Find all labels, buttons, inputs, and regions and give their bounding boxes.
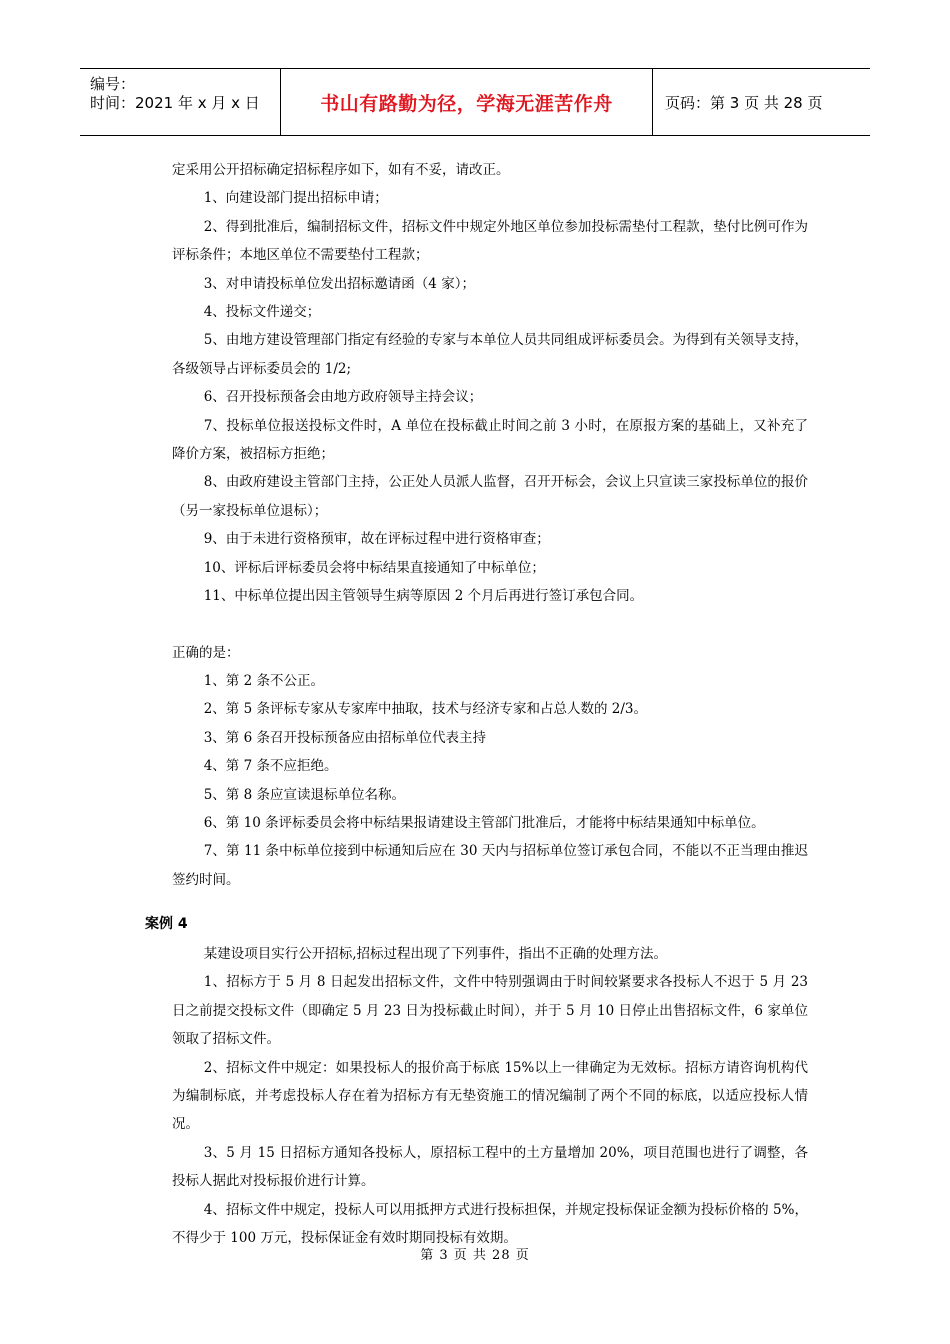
number-label: 编号： [90, 75, 136, 93]
case-4-content [172, 940, 808, 1252]
answer-item: 7、第 11 条中标单位接到中标通知后应在 30 天内与招标单位签订承包合同，不能以不正当理由推迟签约时间。 [172, 843, 808, 888]
spacer [172, 611, 808, 639]
answer-item: 3、第 6 条召开投标预备应由招标单位代表主持 [203, 729, 486, 746]
list-item: 3、对申请投标单位发出招标邀请函（4 家）； [203, 275, 475, 292]
answer-item: 2、第 5 条评标专家从专家库中抽取，技术与经济专家和占总人数的 2/3。 [203, 701, 647, 718]
answer-item: 6、第 10 条评标委员会将中标结果报请建设主管部门批准后，才能将中标结果通知中标单位。 [203, 814, 765, 831]
answer-item: 4、第 7 条不应拒绝。 [203, 758, 338, 775]
list-item: 4、招标文件中规定，投标人可以用抵押方式进行投标担保，并规定投标保证金额为投标价格的 5%，不得少于 100 万元，投标保证金有效时期同投标有效期。 [172, 1201, 808, 1247]
list-item: 2、招标文件中规定：如果投标人的报价高于标底 15%以上一律确定为无效标。招标方请咨询机构代为编制标底，并考虑投标人存在着为招标方有无垫资施工的情况编制了两个不同的标底，以适应投标人情况。 [172, 1059, 808, 1133]
case-4-intro: 某建设项目实行公开招标,招标过程出现了下列事件，指出不正确的处理方法。 [203, 946, 668, 962]
list-item: 8、由政府建设主管部门主持，公正处人员派人监督，召开开标会，会议上只宣读三家投标单位的报价（另一家投标单位退标）； [172, 474, 808, 519]
list-item: 4、投标文件递交； [203, 304, 321, 321]
header-motto: 书山有路勤为径，学海无涯苦作舟 [281, 69, 653, 135]
header-meta [80, 69, 281, 135]
list-item: 6、召开投标预备会由地方政府领导主持会议； [203, 389, 483, 406]
list-item: 2、得到批准后，编制招标文件，招标文件中规定外地区单位参加投标需垫付工程款，垫付比例可作为评标条件；本地区单位不需要垫付工程款； [172, 218, 808, 264]
list-item: 7、投标单位报送投标文件时，A 单位在投标截止时间之前 3 小时，在原报方案的基础上，又补充了降价方案，被招标方拒绝； [172, 417, 808, 463]
answer-item: 5、第 8 条应宣读退标单位名称。 [203, 786, 405, 803]
list-item: 9、由于未进行资格预审，故在评标过程中进行资格审查； [203, 531, 550, 548]
answer-item: 1、第 2 条不公正。 [203, 672, 324, 689]
section1-intro: 定采用公开招标确定招标程序如下，如有不妥，请改正。 [172, 162, 510, 178]
page-header [80, 68, 870, 136]
time-label: 时间：2021 年 x 月 x 日 [90, 94, 260, 112]
list-item: 10、评标后评标委员会将中标结果直接通知了中标单位； [203, 559, 545, 576]
list-item: 3、5 月 15 日招标方通知各投标人，原招标工程中的土方量增加 20%，项目范围也进行了调整，各投标人据此对投标报价进行计算。 [172, 1144, 808, 1190]
main-content [172, 156, 808, 894]
list-item: 11、中标单位提出因主管领导生病等原因 2 个月后再进行签订承包合同。 [203, 588, 644, 605]
list-item: 1、招标方于 5 月 8 日起发出招标文件，文件中特别强调由于时间较紧要求各投标人不迟于 5 月 23 日之前提交投标文件（即确定 5 月 23 日为投标截止时间），并于 5 月 10 日停止出售招标文件，6 家单位领取了招标文件。 [172, 974, 808, 1048]
list-item: 1、向建设部门提出招标申请； [203, 190, 388, 207]
header-page-number: 页码：第 3 页 共 28 页 [665, 93, 823, 112]
page-footer: 第 3 页 共 28 页 [420, 1248, 530, 1263]
case-4-heading: 案例 4 [145, 916, 188, 932]
list-item: 5、由地方建设管理部门指定有经验的专家与本单位人员共同组成评标委员会。为得到有关领导支持，各级领导占评标委员会的 1/2; [172, 332, 808, 377]
answers-title: 正确的是： [172, 644, 240, 661]
